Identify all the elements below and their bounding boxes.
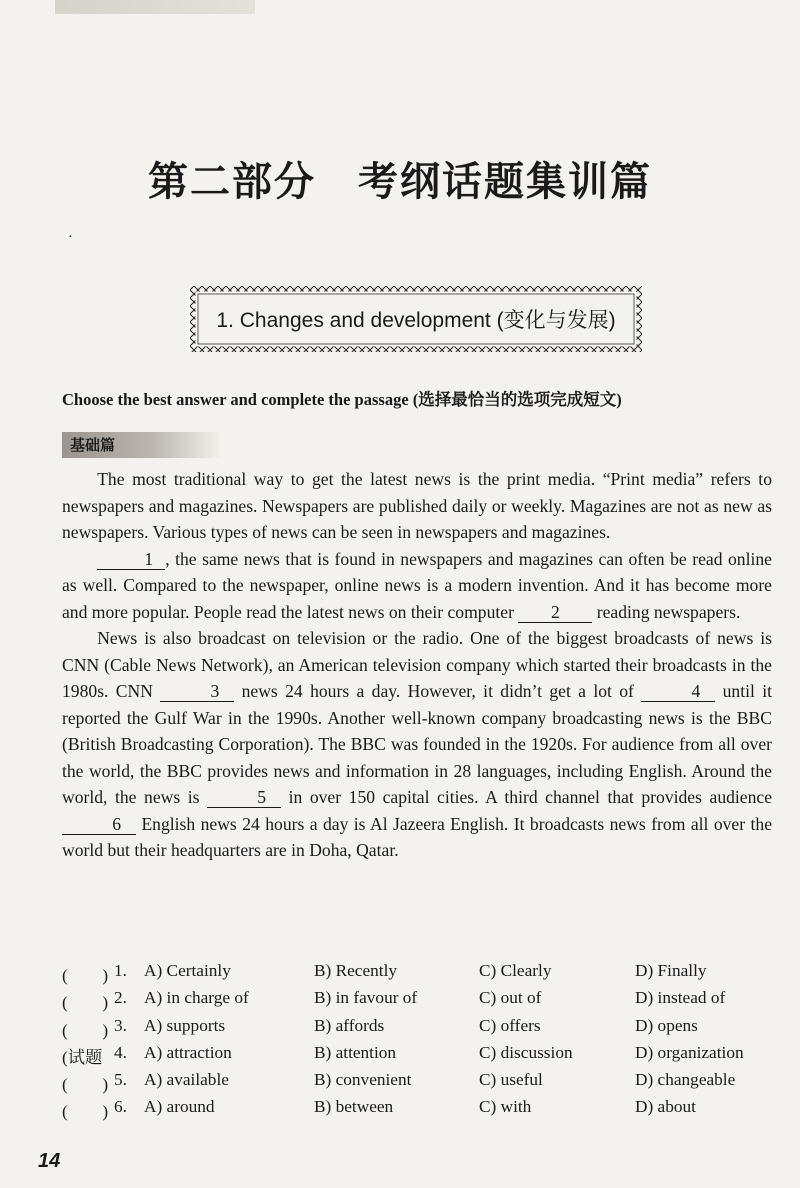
option-d: D) instead of <box>635 988 726 1008</box>
option-b: B) attention <box>314 1042 397 1062</box>
option-a: A) available <box>144 1070 229 1090</box>
option-c: C) discussion <box>479 1042 573 1062</box>
option-c: C) Clearly <box>479 961 552 980</box>
answer-paren: (试题 <box>62 1047 103 1067</box>
question-row <box>62 1070 777 1097</box>
option-d: D) changeable <box>635 1070 736 1090</box>
option-d: D) Finally <box>635 961 707 980</box>
answer-paren: ( ) <box>62 966 109 985</box>
question-row <box>62 988 777 1015</box>
passage-paragraph-2 <box>62 546 772 626</box>
passage-paragraph-1: The most traditional way to get the latest news is the print media. “Print media” refers to newspapers and magazines. Newspapers are published daily or weekly. Magazines are not as new as newspapers. Various types of news can be seen in newspapers and magazines. <box>62 469 772 542</box>
option-c: C) with <box>479 1097 532 1117</box>
answer-paren: ( ) <box>62 1075 109 1095</box>
topic-title-box <box>190 286 642 352</box>
option-d: D) organization <box>635 1042 744 1062</box>
option-c: C) out of <box>479 988 542 1008</box>
option-a: A) supports <box>144 1015 226 1035</box>
blank-4: 4 <box>641 681 715 702</box>
option-b: B) Recently <box>314 961 398 980</box>
question-row <box>62 961 777 988</box>
passage-text: , the same news that is found in newspapers and magazines can often be read online as well. Compared to the newspaper, online news is a modern invention. And it has become more and more popular. People read the latest news on their computer <box>62 548 772 622</box>
option-b: B) between <box>314 1097 394 1117</box>
option-a: A) in charge of <box>144 988 249 1008</box>
section-label: 基础篇 <box>62 432 222 458</box>
option-c: C) offers <box>479 1015 541 1035</box>
passage-text: in over 150 capital cities. A third channel that provides audience <box>288 787 773 807</box>
question-number: 3. <box>114 1015 127 1035</box>
passage-text: News is also broadcast on television or the radio. One of the biggest broadcasts of news is CNN (Cable News Network), an American television company which started their broadcasts in the 1980s. CNN <box>62 628 772 701</box>
option-d: D) about <box>635 1097 696 1117</box>
option-d: D) opens <box>635 1015 698 1035</box>
passage <box>62 466 772 864</box>
passage-text: English news 24 hours a day is Al Jazeera English. It broadcasts news from all over the world but their headquarters are in Doha, Qatar. <box>62 813 773 860</box>
answer-options <box>62 961 777 1125</box>
passage-paragraph-3 <box>62 625 772 864</box>
question-number: 1. <box>114 961 127 980</box>
option-a: A) around <box>144 1097 215 1117</box>
option-b: B) affords <box>314 1015 385 1035</box>
question-number: 6. <box>114 1097 127 1117</box>
question-row <box>62 1043 777 1070</box>
part-title: 第二部分 考纲话题集训篇 <box>148 159 652 205</box>
passage-text: news 24 hours a day. However, it didn’t get a lot of <box>241 681 634 701</box>
blank-5: 5 <box>207 787 281 808</box>
option-b: B) convenient <box>314 1070 412 1090</box>
question-number: 4. <box>114 1042 127 1062</box>
passage-text: reading newspapers. <box>596 601 741 622</box>
answer-paren: ( ) <box>62 993 109 1013</box>
option-b: B) in favour of <box>314 988 418 1008</box>
blank-1: 1 <box>97 549 165 570</box>
topic-title: 1. Changes and development (变化与发展) <box>216 309 616 332</box>
option-a: A) Certainly <box>144 961 231 980</box>
answer-paren: ( ) <box>62 1020 109 1040</box>
answer-paren: ( ) <box>62 1102 109 1122</box>
marker-dot: · <box>68 230 73 245</box>
passage-text: until it reported the Gulf War in the 1990s. Another well-known company broadcasting news is the BBC (British Broadcasting Corporation). The BBC was founded in the 1920s. For audience from all over the world, the BBC provides news and information in 28 languages, including English. Around the world, the news is <box>62 681 772 807</box>
option-c: C) useful <box>479 1070 543 1090</box>
question-row <box>62 1016 777 1043</box>
question-number: 5. <box>114 1070 127 1090</box>
question-number: 2. <box>114 988 127 1008</box>
instruction-text: Choose the best answer and complete the passage (选择最恰当的选项完成短文) <box>62 390 622 409</box>
page-number: 14 <box>38 1150 61 1172</box>
top-header-strip <box>55 0 255 14</box>
blank-2: 2 <box>518 602 592 623</box>
blank-6: 6 <box>62 814 136 835</box>
blank-3: 3 <box>160 681 234 702</box>
question-row <box>62 1097 777 1124</box>
option-a: A) attraction <box>144 1042 232 1062</box>
